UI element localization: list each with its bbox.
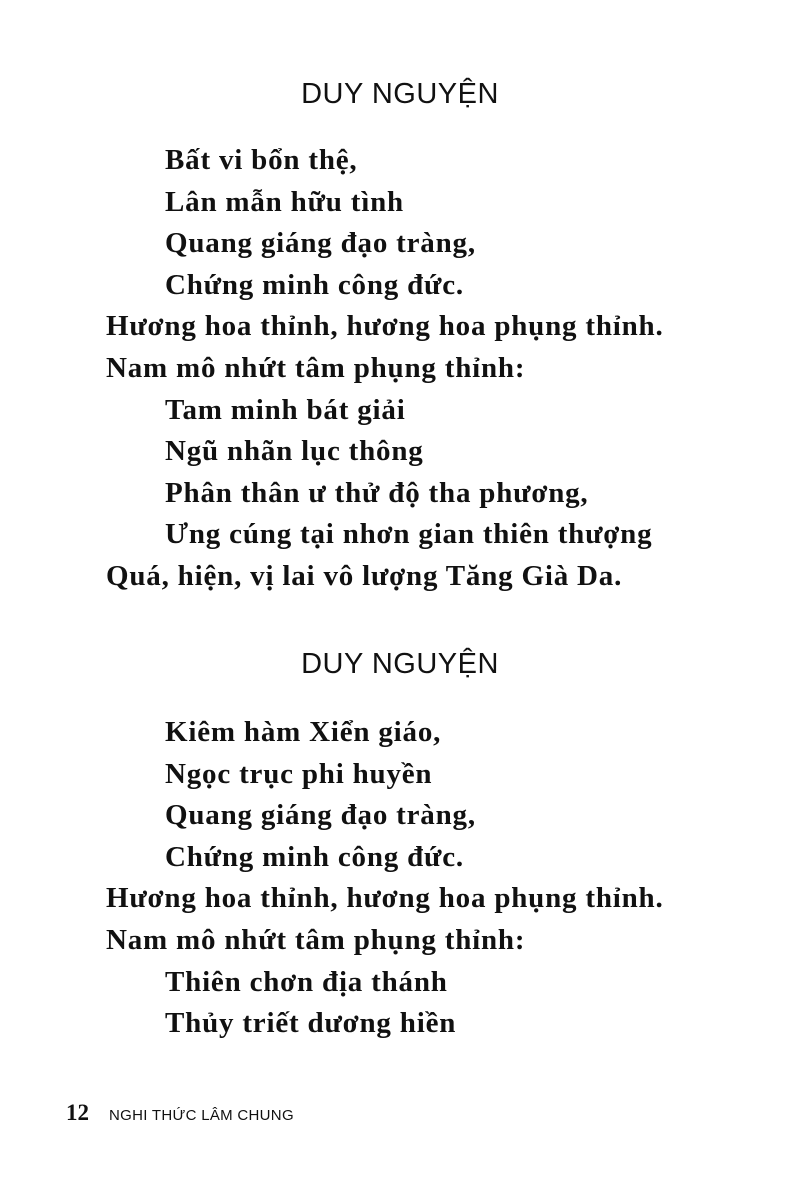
verse-line: Ngũ nhãn lục thông bbox=[165, 435, 424, 468]
verse-line: Thiên chơn địa thánh bbox=[165, 965, 448, 998]
verse-line: Ngọc trục phi huyền bbox=[165, 757, 433, 790]
verse-line: Hương hoa thỉnh, hương hoa phụng thỉnh. bbox=[106, 310, 664, 343]
verse-line: Thủy triết dương hiền bbox=[165, 1007, 457, 1040]
verse-line: Phân thân ư thử độ tha phương, bbox=[165, 476, 589, 509]
verse-block bbox=[0, 712, 800, 1045]
verse-line: Hương hoa thỉnh, hương hoa phụng thỉnh. bbox=[106, 882, 664, 915]
verse-line: Nam mô nhứt tâm phụng thỉnh: bbox=[106, 351, 526, 384]
section-heading: DUY NGUYỆN bbox=[301, 648, 499, 680]
verse-line: Lân mẫn hữu tình bbox=[165, 185, 404, 218]
verse-block bbox=[0, 140, 800, 598]
verse-line: Quang giáng đạo tràng, bbox=[165, 799, 476, 832]
page-footer bbox=[66, 1100, 294, 1126]
verse-line: Kiêm hàm Xiển giáo, bbox=[165, 716, 442, 748]
running-title: NGHI THỨC LÂM CHUNG bbox=[109, 1107, 294, 1124]
verse-line: Quang giáng đạo tràng, bbox=[165, 227, 476, 260]
verse-line: Quá, hiện, vị lai vô lượng Tăng Già Da. bbox=[106, 559, 623, 592]
verse-line: Bất vi bổn thệ, bbox=[165, 144, 358, 176]
verse-line: Chứng minh công đức. bbox=[165, 840, 464, 873]
verse-line: Ưng cúng tại nhơn gian thiên thượng bbox=[165, 518, 653, 551]
section-heading: DUY NGUYỆN bbox=[301, 78, 499, 110]
verse-line: Chứng minh công đức. bbox=[165, 268, 464, 301]
verse-line: Nam mô nhứt tâm phụng thỉnh: bbox=[106, 923, 526, 956]
verse-line: Tam minh bát giải bbox=[165, 393, 406, 426]
page-number: 12 bbox=[66, 1100, 89, 1125]
